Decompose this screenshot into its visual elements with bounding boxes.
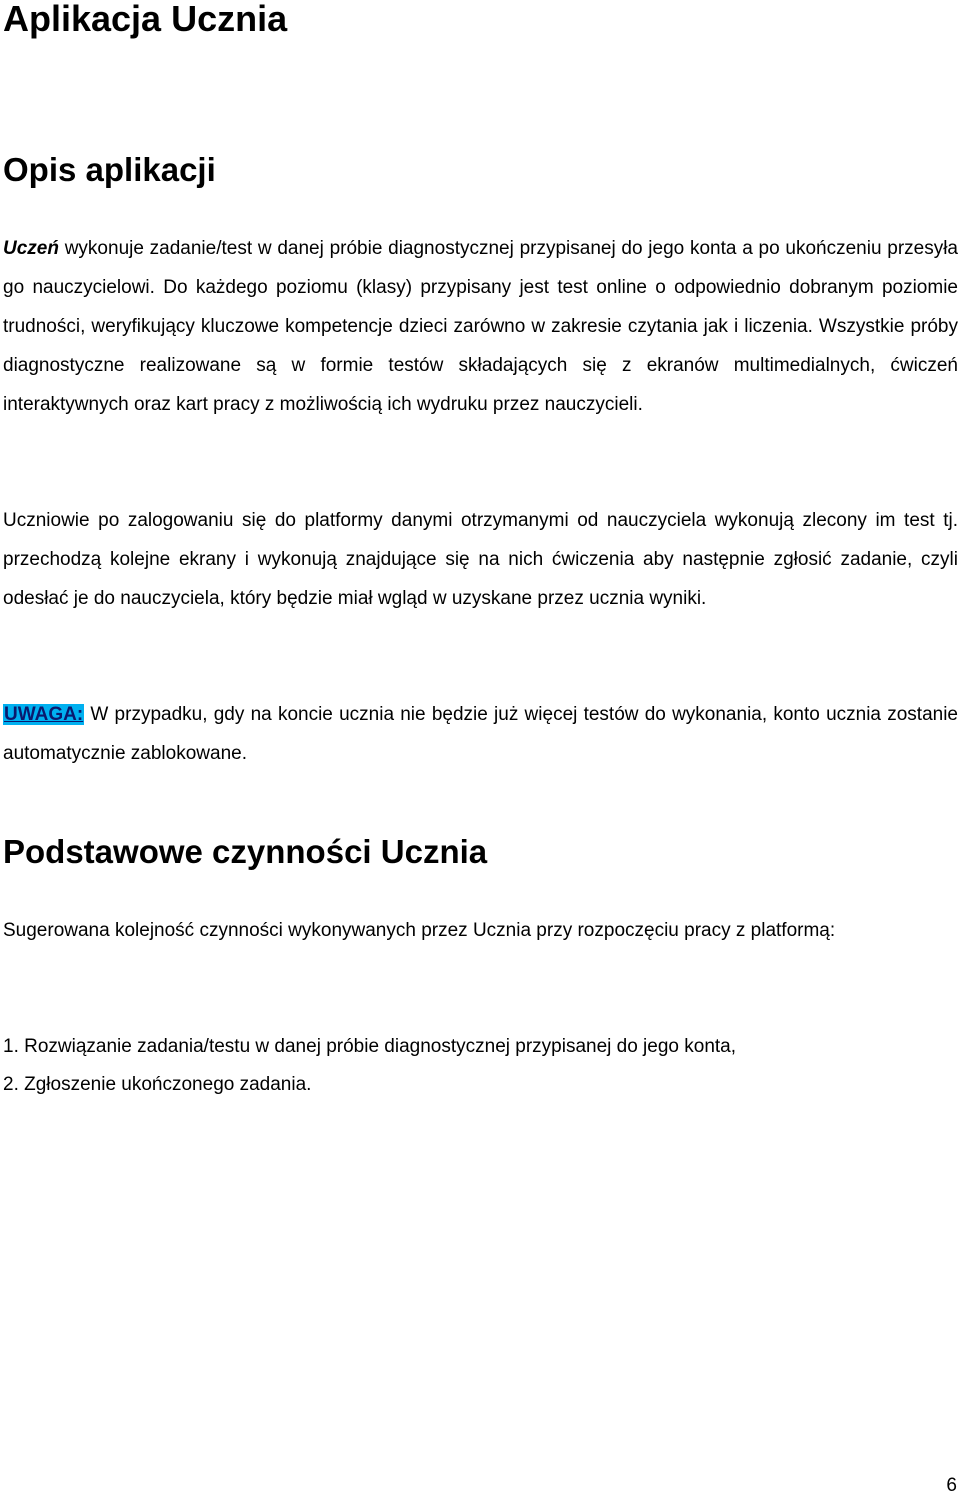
list-item: 2. Zgłoszenie ukończonego zadania. [3,1074,312,1095]
section-heading-podstawowe-czynnosci: Podstawowe czynności Ucznia [3,833,488,870]
list-item: 1. Rozwiązanie zadania/testu w danej próbie diagnostycznej przypisanej do jego konta, [3,1036,737,1057]
warning-label: UWAGA: [4,704,84,725]
section-heading-opis-aplikacji: Opis aplikacji [3,151,216,188]
paragraph-description-text: wykonuje zadanie/test w danej próbie diagnostycznej przypisanej do jego konta a po ukończeniu przesyła go nauczycielowi. Do każdego poziomu (klasy) przypisany jest test online o odpowiednio dobranym poziomie trudności, weryfikujący kluczowe kompetencje dzieci zarówno w zakresie czytania jak i liczenia. Wszystkie próby diagnostyczne realizowane są w formie testów składających się z ekranów multimedialnych, ćwiczeń interaktywnych oraz kart pracy z możliwością ich wydruku przez nauczycieli. [3,238,958,415]
steps-list [3,1028,958,1104]
document-title: Aplikacja Ucznia [3,0,288,39]
page-number: 6 [946,1475,957,1496]
paragraph-suggested-order: Sugerowana kolejność czynności wykonywanych przez Ucznia przy rozpoczęciu pracy z platformą: [3,920,836,941]
warning-text: W przypadku, gdy na koncie ucznia nie będzie już więcej testów do wykonania, konto ucznia zostanie automatycznie zablokowane. [3,704,958,764]
uczen-emphasis: Uczeń [3,238,59,259]
paragraph-login: Uczniowie po zalogowaniu się do platformy danymi otrzymanymi od nauczyciela wykonują zlecony im test tj. przechodzą kolejne ekrany i wykonują znajdujące się na nich ćwiczenia aby następnie zgłosić zadanie, czyli odesłać je do nauczyciela, który będzie miał wgląd w uzyskane przez ucznia wyniki. [3,510,958,609]
paragraph-description [3,229,958,424]
warning-note [3,695,958,773]
